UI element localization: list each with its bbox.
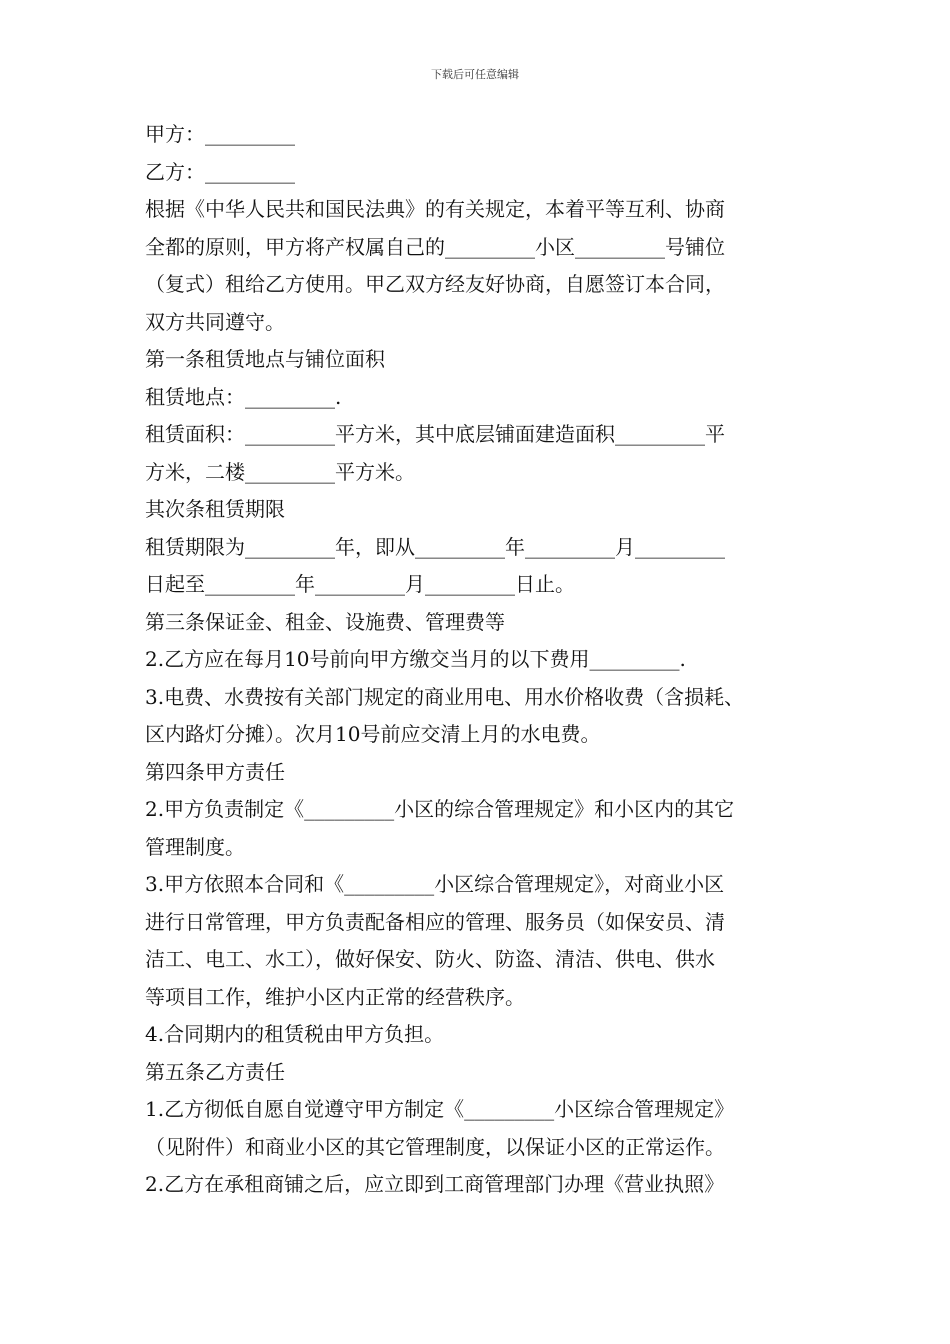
article-2-heading: 其次条租赁期限 (145, 497, 285, 521)
paragraph-line: 方米，二楼_________平方米。 (145, 459, 415, 484)
paragraph-line: 租赁地点：_________. (145, 384, 342, 409)
paragraph-line: 租赁面积：_________平方米，其中底层铺面建造面积_________平 (145, 422, 725, 446)
preamble-line: 根据《中华人民共和国民法典》的有关规定，本着平等互利、协商 (145, 197, 725, 221)
paragraph-line: 管理制度。 (145, 834, 245, 859)
contract-body (145, 116, 825, 1204)
preamble-line: 全都的原则，甲方将产权属自己的_________小区_________号铺位 (145, 234, 725, 259)
article-1-heading: 第一条租赁地点与铺位面积 (145, 347, 385, 371)
paragraph-line: 3.电费、水费按有关部门规定的商业用电、用水价格收费（含损耗、 (145, 684, 745, 709)
paragraph-line: 3.甲方依照本合同和《_________小区综合管理规定》，对商业小区 (145, 872, 725, 896)
paragraph-line: 洁工、电工、水工），做好保安、防火、防盗、清洁、供电、供水 (145, 947, 715, 971)
article-4-heading: 第四条甲方责任 (145, 759, 285, 784)
preamble-line: （复式）租给乙方使用。甲乙双方经友好协商，自愿签订本合同， (145, 272, 725, 296)
paragraph-line: 4.合同期内的租赁税由甲方负担。 (145, 1022, 445, 1046)
paragraph-line: 进行日常管理，甲方负责配备相应的管理、服务员（如保安员、清 (145, 909, 725, 934)
party-b-line: 乙方：_________ (145, 159, 295, 184)
paragraph-line: 2.乙方应在每月10号前向甲方缴交当月的以下费用_________. (145, 647, 686, 671)
party-a-line: 甲方：_________ (145, 122, 295, 146)
paragraph-line: 区内路灯分摊）。次月10号前应交清上月的水电费。 (145, 722, 601, 746)
paragraph-line: 等项目工作，维护小区内正常的经营秩序。 (145, 984, 525, 1009)
paragraph-line: 租赁期限为_________年，即从_________年_________月_________ (145, 534, 725, 559)
paragraph-line: （见附件）和商业小区的其它管理制度，以保证小区的正常运作。 (145, 1134, 725, 1159)
paragraph-line: 日起至_________年_________月_________日止。 (145, 572, 575, 596)
preamble-line: 双方共同遵守。 (145, 309, 285, 334)
paragraph-line: 1.乙方彻低自愿自觉遵守甲方制定《_________小区综合管理规定》 (145, 1097, 735, 1121)
paragraph-line: 2.甲方负责制定《_________小区的综合管理规定》和小区内的其它 (145, 797, 735, 821)
paragraph-line: 2.乙方在承租商铺之后，应立即到工商管理部门办理《营业执照》 (145, 1172, 725, 1196)
article-5-heading: 第五条乙方责任 (145, 1059, 285, 1084)
page-header: 下载后可任意编辑 (431, 68, 519, 81)
article-3-heading: 第三条保证金、租金、设施费、管理费等 (145, 609, 505, 634)
